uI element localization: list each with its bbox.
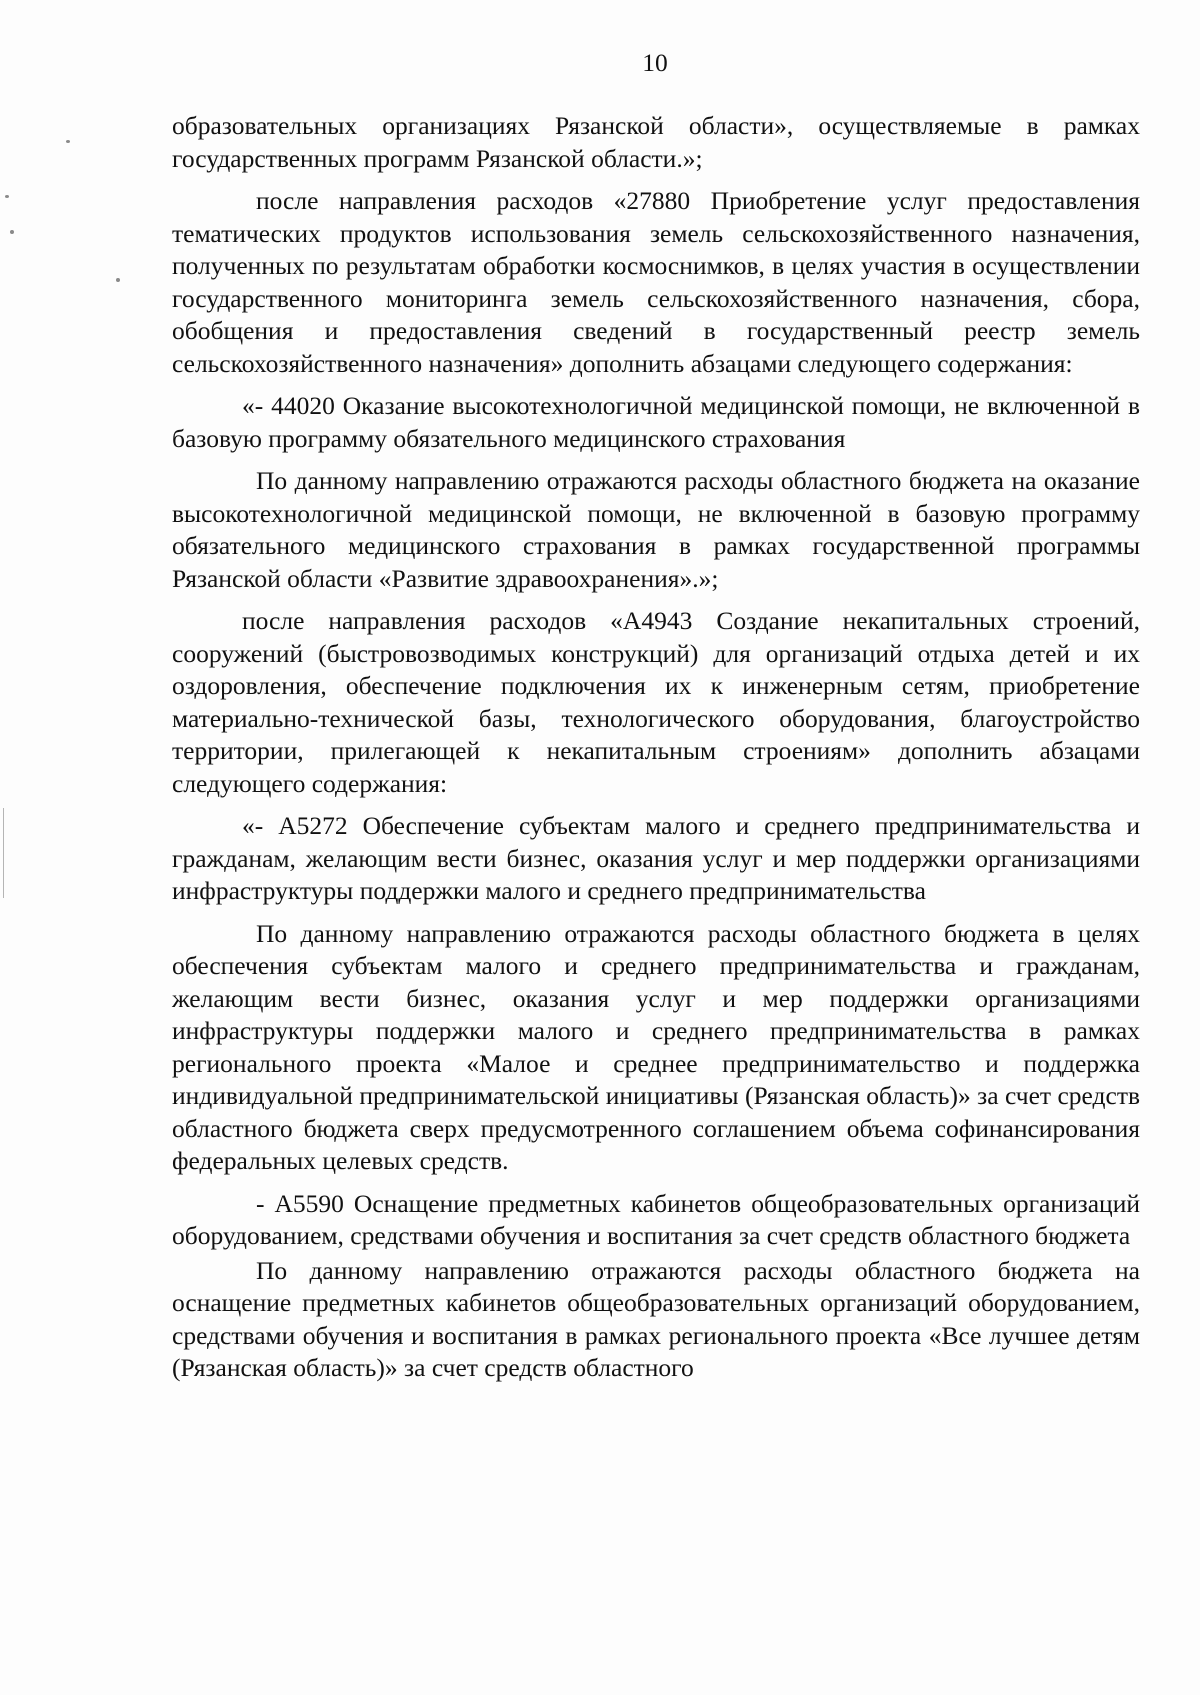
paragraph-item-a5590: - А5590 Оснащение предметных кабинетов общеобразовательных организаций оборудованием, средствами обучения и воспитания за счет средств областного бюджета [172, 1188, 1140, 1250]
scan-speck [10, 230, 14, 234]
scan-speck [5, 195, 9, 198]
paragraph-item-a5272: «- А5272 Обеспечение субъектам малого и среднего предпринимательства и гражданам, желающим вести бизнес, оказания услуг и мер поддержки организациями инфраструктуры поддержки малого и среднего предпринимательства [172, 811, 1140, 905]
paragraph-description-a5590: По данному направлению отражаются расходы областного бюджета на оснащение предметных кабинетов общеобразовательных организаций оборудованием, средствами обучения и воспитания в рамках регионального проекта «Все лучшее детям (Рязанская область)» за счет средств областного [172, 1255, 1140, 1382]
paragraph-description-44020: По данному направлению отражаются расходы областного бюджета на оказание высокотехнологичной медицинской помощи, не включенной в базовую программу обязательного медицинского страхования в рамках государственной программы Рязанской области «Развитие здравоохранения».»; [172, 466, 1140, 593]
paragraph-amendment-a4943: после направления расходов «А4943 Создание некапитальных строений, сооружений (быстровозводимых конструкций) для организаций отдыха детей и их оздоровления, обеспечение подключения их к инженерным сетям, приобретение материально-технической базы, технологического оборудования, благоустройство территории, прилегающей к некапитальным строениям» дополнить абзацами следующего содержания: [172, 606, 1140, 798]
page-number: 10 [642, 48, 668, 77]
paragraph-amendment-27880: после направления расходов «27880 Приобретение услуг предоставления тематических продуктов использования земель сельскохозяйственного назначения, полученных по результатам обработки космоснимков, в целях участия в осуществлении государственного мониторинга земель сельскохозяйственного назначения, сбора, обобщения и предоставления сведений в государственный реестр земель сельскохозяйственного назначения» дополнить абзацами следующего содержания: [172, 186, 1140, 378]
paragraph-continuation: образовательных организациях Рязанской области», осуществляемые в рамках государственных программ Рязанской области.»; [172, 111, 1140, 173]
paragraph-item-44020: «- 44020 Оказание высокотехнологичной медицинской помощи, не включенной в базовую программу обязательного медицинского страхования [172, 391, 1140, 453]
document-body [172, 110, 1140, 1395]
scan-edge-mark [3, 808, 4, 898]
scan-speck [66, 140, 70, 143]
paragraph-description-a5272: По данному направлению отражаются расходы областного бюджета в целях обеспечения субъектам малого и среднего предпринимательства и гражданам, желающим вести бизнес, оказания услуг и мер поддержки организациями инфраструктуры поддержки малого и среднего предпринимательства в рамках регионального проекта «Малое и среднее предпринимательство и поддержка индивидуальной предпринимательской инициативы (Рязанская область)» за счет средств областного бюджета сверх предусмотренного соглашением объема софинансирования федеральных целевых средств. [172, 918, 1140, 1175]
scan-speck [116, 278, 120, 282]
